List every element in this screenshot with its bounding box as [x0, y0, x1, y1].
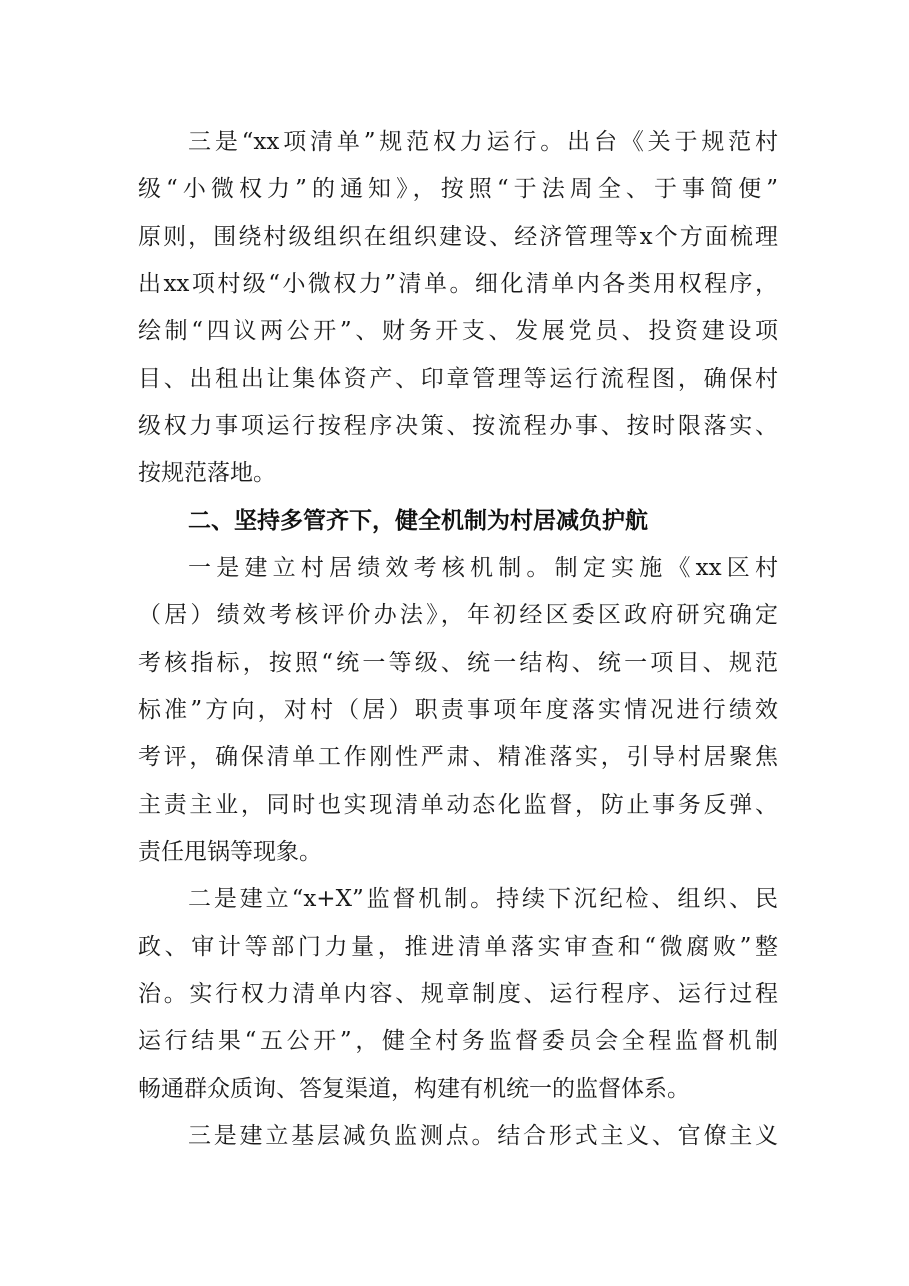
- paragraph-2-line-3: 考核指标，按照“统一等级、统一结构、统一项目、规范: [138, 650, 778, 676]
- paragraph-1-line-8: 按规范落地。: [138, 460, 276, 486]
- paragraph-2-line-1: 一是建立村居绩效考核机制。制定实施《xx区村: [188, 555, 778, 581]
- paragraph-3-line-5: 畅通群众质询、答复渠道，构建有机统一的监督体系。: [138, 1076, 690, 1102]
- paragraph-1-line-5: 绘制“四议两公开”、财务开支、发展党员、投资建设项: [138, 318, 778, 344]
- section-heading: 二、坚持多管齐下，健全机制为村居减负护航: [188, 508, 648, 534]
- paragraph-2-line-5: 考评，确保清单工作刚性严肃、精准落实，引导村居聚焦: [138, 744, 778, 770]
- paragraph-3-line-4: 运行结果“五公开”，健全村务监督委员会全程监督机制: [138, 1028, 778, 1054]
- paragraph-3-line-1: 二是建立“x+X”监督机制。持续下沉纪检、组织、民: [188, 886, 778, 912]
- paragraph-1-line-4: 出xx项村级“小微权力”清单。细化清单内各类用权程序，: [138, 271, 778, 297]
- paragraph-1-line-7: 级权力事项运行按程序决策、按流程办事、按时限落实、: [138, 413, 778, 439]
- paragraph-1-line-2: 级“小微权力”的通知》，按照“于法周全、于事简便”: [138, 176, 778, 202]
- paragraph-1-line-1: 三是“xx项清单”规范权力运行。出台《关于规范村: [188, 129, 778, 155]
- paragraph-3-line-2: 政、审计等部门力量，推进清单落实审查和“微腐败”整: [138, 934, 778, 960]
- paragraph-2-line-6: 主责主业，同时也实现清单动态化监督，防止事务反弹、: [138, 792, 778, 818]
- paragraph-2-line-2: （居）绩效考核评价办法》，年初经区委区政府研究确定: [138, 602, 778, 628]
- paragraph-1-line-3: 原则，围绕村级组织在组织建设、经济管理等x个方面梳理: [138, 224, 778, 250]
- paragraph-1-line-6: 目、出租出让集体资产、印章管理等运行流程图，确保村: [138, 366, 778, 392]
- paragraph-2-line-4: 标准”方向，对村（居）职责事项年度落实情况进行绩效: [138, 697, 778, 723]
- paragraph-2-line-7: 责任甩锅等现象。: [138, 839, 322, 865]
- paragraph-4-line-1: 三是建立基层减负监测点。结合形式主义、官僚主义: [188, 1123, 778, 1149]
- paragraph-3-line-3: 治。实行权力清单内容、规章制度、运行程序、运行过程: [138, 981, 778, 1007]
